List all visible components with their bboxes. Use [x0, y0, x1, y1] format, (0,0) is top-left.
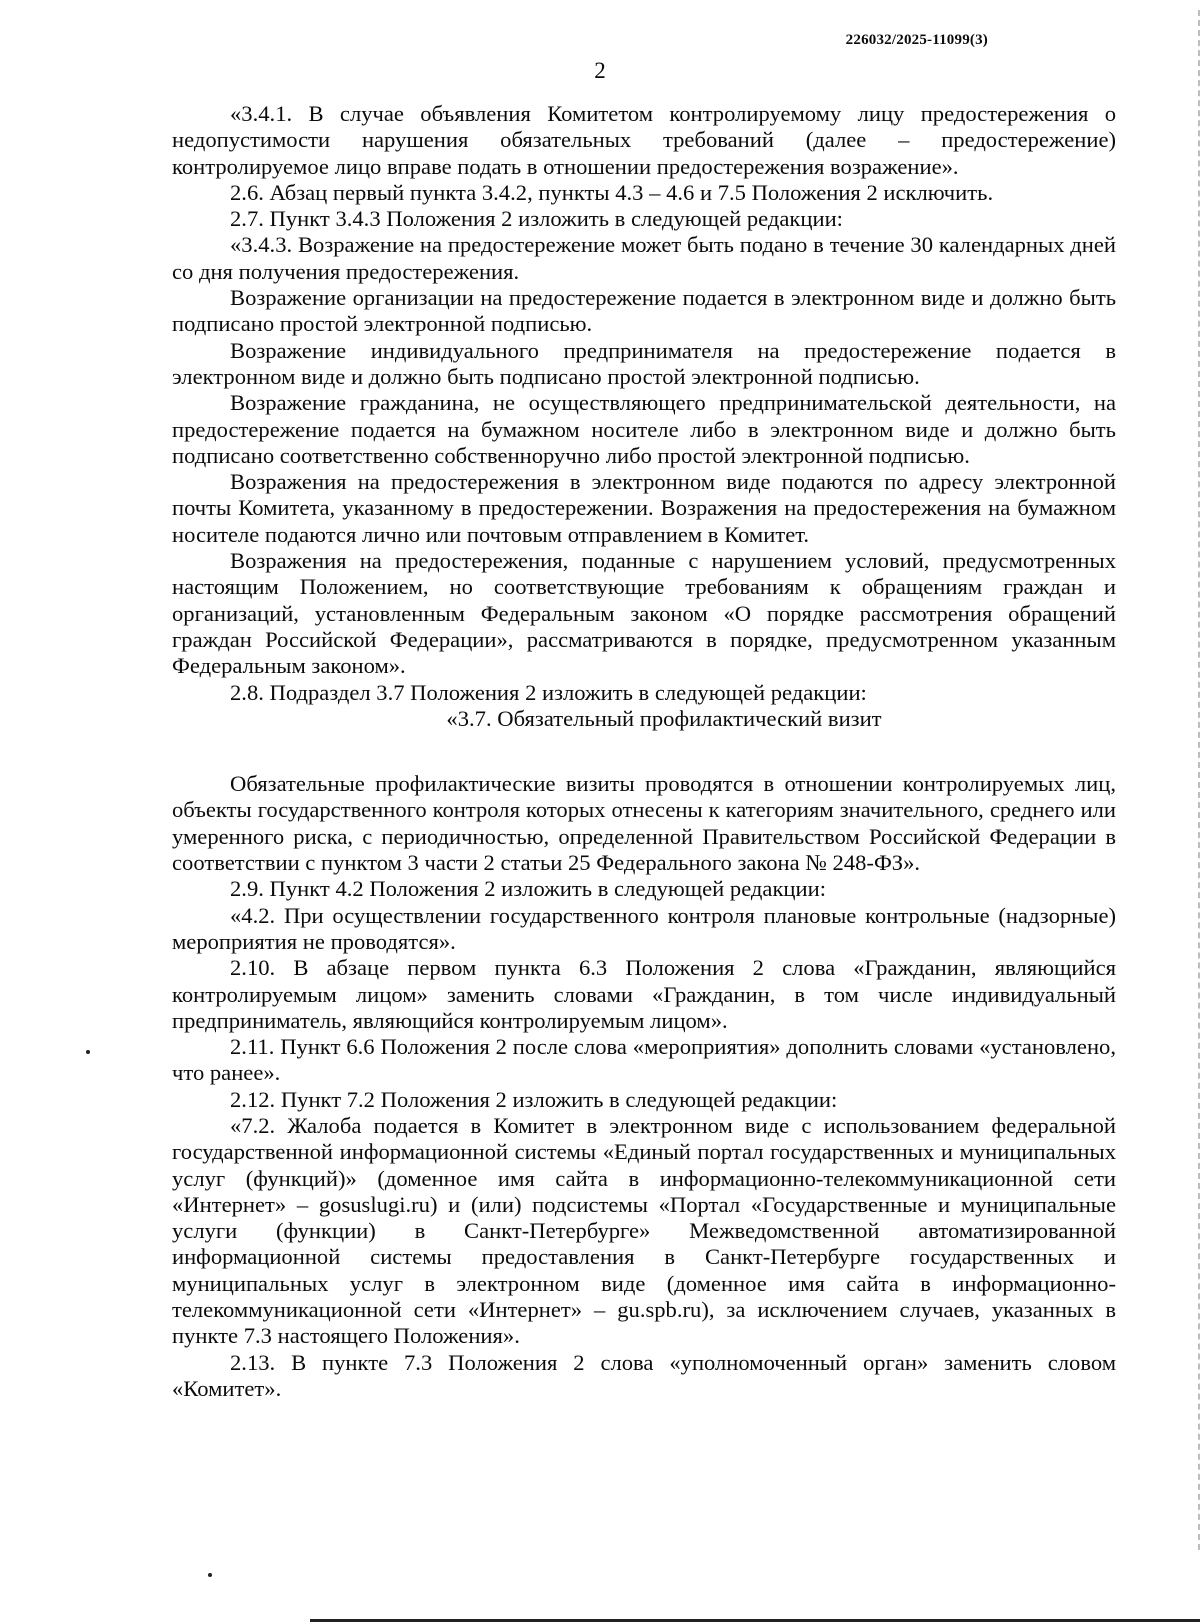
paragraph: Возражение индивидуального предпринимателя на предостережение подается в электронном виде и должно быть подписано простой электронной подписью.: [172, 337, 1116, 389]
paragraph: Возражения на предостережения, поданные с нарушением условий, предусмотренных настоящим Положением, но соответствующие требованиям к обращениям граждан и организаций, установленным Федеральным законом «О порядке рассмотрения обращений граждан Российской Федерации», рассматриваются в порядке, предусмотренном указанным Федеральным законом».: [172, 548, 1116, 679]
paragraph: Возражения на предостережения в электронном виде подаются по адресу электронной почты Комитета, указанному в предостережении. Возражения на предостережения на бумажном носителе подаются лично или почтовым отправлением в Комитет.: [172, 469, 1116, 547]
paragraph: 2.10. В абзаце первом пункта 6.3 Положения 2 слова «Гражданин, являющийся контролируемым лицом» заменить словами «Гражданин, в том числе индивидуальный предприниматель, являющийся контролируемым лицом».: [172, 955, 1116, 1033]
scan-speck: [86, 1050, 90, 1054]
paragraph: «4.2. При осуществлении государственного контроля плановые контрольные (надзорные) мероприятия не проводятся».: [172, 902, 1116, 954]
paragraph: 2.6. Абзац первый пункта 3.4.2, пункты 4.3 – 4.6 и 7.5 Положения 2 исключить.: [230, 179, 994, 205]
section-heading: «3.7. Обязательный профилактический визит: [446, 705, 882, 731]
scan-edge-marks: [1194, 10, 1200, 1550]
document-registration-number: 226032/2025-11099(3): [845, 32, 988, 48]
paragraph: Обязательные профилактические визиты проводятся в отношении контролируемых лиц, объекты государственного контроля которых отнесены к категориям значительного, среднего или умеренного риска, с периодичностью, определенной Правительством Российской Федерации в соответствии с пунктом 3 части 2 статьи 25 Федерального закона № 248-ФЗ».: [172, 771, 1116, 876]
paragraph: 2.13. В пункте 7.3 Положения 2 слова «уполномоченный орган» заменить словом «Комитет».: [172, 1349, 1116, 1401]
scan-speck: [208, 1573, 212, 1577]
paragraph: 2.7. Пункт 3.4.3 Положения 2 изложить в следующей редакции:: [230, 206, 843, 232]
paragraph: 2.8. Подраздел 3.7 Положения 2 изложить в следующей редакции:: [230, 679, 867, 705]
paragraph: 2.11. Пункт 6.6 Положения 2 после слова «мероприятия» дополнить словами «установлено, что ранее».: [172, 1034, 1116, 1086]
paragraph: «7.2. Жалоба подается в Комитет в электронном виде с использованием федеральной государственной информационной системы «Единый портал государственных и муниципальных услуг (функций)» (доменное имя сайта в информационно-телекоммуникационной сети «Интернет» – gosuslugi.ru) и (или) подсистемы «Портал «Государственные и муниципальные услуги (функции) в Санкт-Петербурге» Межведомственной автоматизированной информационной системы предоставления в Санкт-Петербурге государственных и муниципальных услуг в электронном виде (доменное имя сайта в информационно-телекоммуникационной сети «Интернет» – gu.spb.ru), за исключением случаев, указанных в пункте 7.3 настоящего Положения».: [172, 1112, 1116, 1349]
document-body: [172, 101, 1116, 1402]
paragraph: «3.4.3. Возражение на предостережение может быть подано в течение 30 календарных дней со дня получения предостережения.: [172, 232, 1116, 284]
blank-line: [172, 732, 1116, 771]
scan-bottom-edge: [310, 1619, 1200, 1622]
paragraph: 2.12. Пункт 7.2 Положения 2 изложить в следующей редакции:: [230, 1086, 838, 1112]
page-number: 2: [594, 58, 606, 83]
paragraph: Возражение организации на предостережение подается в электронном виде и должно быть подписано простой электронной подписью.: [172, 285, 1116, 337]
paragraph: «3.4.1. В случае объявления Комитетом контролируемому лицу предостережения о недопустимости нарушения обязательных требований (далее – предостережение) контролируемое лицо вправе подать в отношении предостережения возражение».: [172, 101, 1116, 179]
paragraph: 2.9. Пункт 4.2 Положения 2 изложить в следующей редакции:: [230, 876, 826, 902]
paragraph: Возражение гражданина, не осуществляющего предпринимательской деятельности, на предостережение подается на бумажном носителе либо в электронном виде и должно быть подписано соответственно собственноручно либо простой электронной подписью.: [172, 390, 1116, 468]
